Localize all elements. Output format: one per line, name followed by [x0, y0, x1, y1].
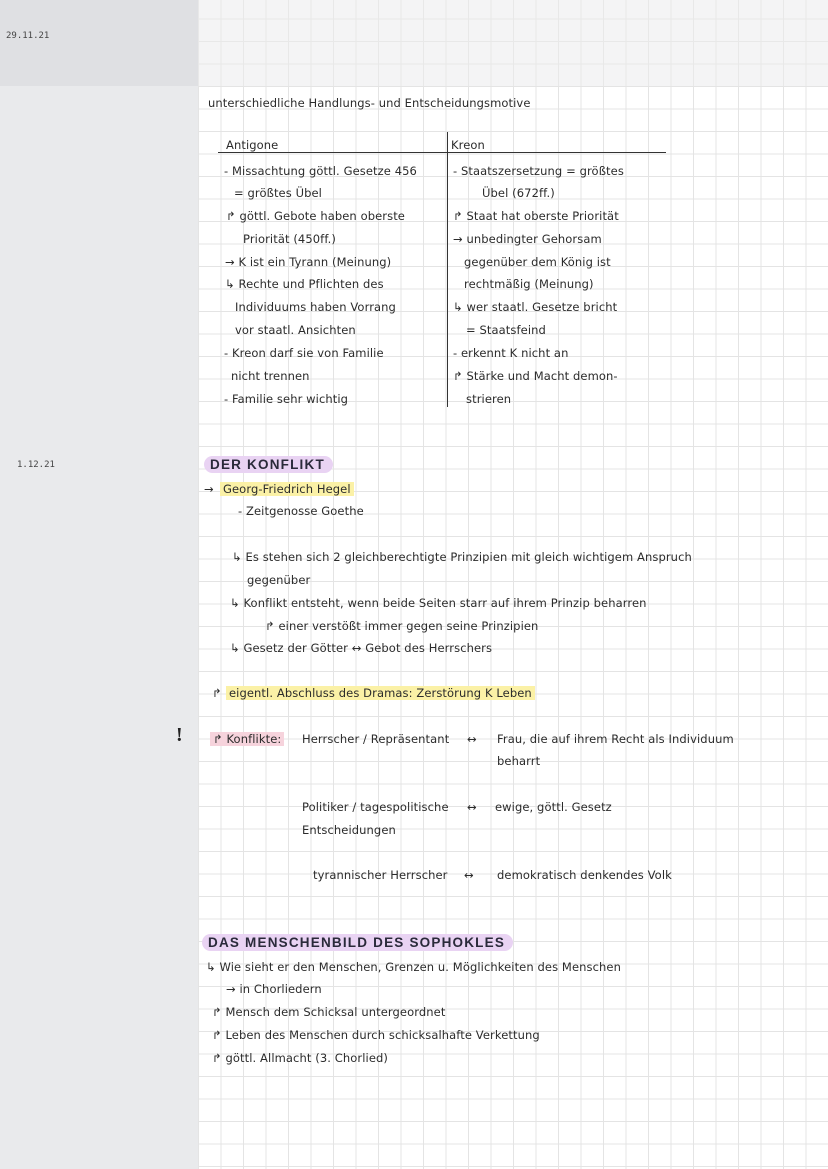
- conflict-right-cont: beharrt: [497, 754, 541, 768]
- konflikt-person-hegel: Georg-Friedrich Hegel: [220, 482, 354, 496]
- antigone-line: - Missachtung göttl. Gesetze 456: [224, 164, 417, 178]
- date-label-second: 1.12.21: [17, 460, 55, 470]
- table-header-kreon: Kreon: [451, 138, 485, 152]
- menschenbild-line: ↳ Wie sieht er den Menschen, Grenzen u. Möglichkeiten des Menschen: [206, 960, 621, 974]
- ending-highlight: eigentl. Abschluss des Dramas: Zerstörung K Leben: [226, 686, 535, 700]
- antigone-line: Individuums haben Vorrang: [235, 300, 396, 314]
- conflict-arrow-icon: ↔: [467, 800, 477, 814]
- warning-exclamation-icon: !: [176, 724, 183, 746]
- menschenbild-line: → in Chorliedern: [226, 982, 322, 996]
- kreon-line: - erkennt K nicht an: [453, 346, 569, 360]
- menschenbild-line: ↱ Mensch dem Schicksal untergeordnet: [212, 1005, 446, 1019]
- menschenbild-line: ↱ Leben des Menschen durch schicksalhafte Verkettung: [212, 1028, 540, 1042]
- section-heading-konflikt: DER KONFLIKT: [204, 456, 333, 473]
- konflikt-arrow: →: [204, 482, 214, 496]
- kreon-line: → unbedingter Gehorsam: [453, 232, 602, 246]
- konflikte-label: ↱ Konflikte:: [210, 732, 284, 746]
- section-heading-menschenbild: DAS MENSCHENBILD DES SOPHOKLES: [202, 934, 513, 951]
- date-label-first: 29.11.21: [6, 31, 50, 41]
- antigone-line: Priorität (450ff.): [243, 232, 336, 246]
- antigone-line: - Familie sehr wichtig: [224, 392, 349, 406]
- menschenbild-line: ↱ göttl. Allmacht (3. Chorlied): [212, 1051, 388, 1065]
- kreon-line: ↳ wer staatl. Gesetze bricht: [453, 300, 618, 314]
- margin-sidebar-header: [0, 0, 198, 86]
- note-page-header: [198, 0, 828, 86]
- margin-sidebar: [0, 0, 198, 1169]
- conflict-left-cont: Entscheidungen: [302, 823, 396, 837]
- kreon-line: - Staatszersetzung = größtes: [453, 164, 624, 178]
- conflict-left: Herrscher / Repräsentant: [302, 732, 450, 746]
- antigone-line: nicht trennen: [231, 369, 310, 383]
- antigone-line: = größtes Übel: [234, 186, 322, 200]
- conflict-arrow-icon: ↔: [467, 732, 477, 746]
- antigone-line: ↳ Rechte und Pflichten des: [225, 277, 384, 291]
- konflikt-point: ↳ Konflikt entsteht, wenn beide Seiten starr auf ihrem Prinzip beharren: [230, 596, 647, 610]
- antigone-line: - Kreon darf sie von Familie: [224, 346, 384, 360]
- kreon-line: = Staatsfeind: [466, 323, 546, 337]
- antigone-line: ↱ göttl. Gebote haben oberste: [226, 209, 405, 223]
- kreon-line: gegenüber dem König ist: [464, 255, 611, 269]
- konflikt-point: gegenüber: [247, 573, 311, 587]
- conflict-left: Politiker / tagespolitische: [302, 800, 449, 814]
- table-header-divider: [218, 152, 666, 153]
- kreon-line: ↱ Stärke und Macht demon-: [453, 369, 618, 383]
- konflikt-point: ↳ Gesetz der Götter ↔ Gebot des Herrschers: [230, 641, 493, 655]
- conflict-arrow-icon: ↔: [464, 868, 474, 882]
- motives-title: unterschiedliche Handlungs- und Entscheidungsmotive: [208, 96, 531, 110]
- ending-prefix: ↱: [212, 686, 222, 700]
- kreon-line: Übel (672ff.): [482, 186, 555, 200]
- kreon-line: rechtmäßig (Meinung): [464, 277, 594, 291]
- antigone-line: → K ist ein Tyrann (Meinung): [225, 255, 392, 269]
- conflict-right: demokratisch denkendes Volk: [497, 868, 672, 882]
- konflikt-sub: - Zeitgenosse Goethe: [238, 504, 364, 518]
- kreon-line: strieren: [466, 392, 512, 406]
- antigone-line: vor staatl. Ansichten: [235, 323, 356, 337]
- konflikt-point: ↳ Es stehen sich 2 gleichberechtigte Prinzipien mit gleich wichtigem Anspruch: [232, 550, 692, 564]
- kreon-line: ↱ Staat hat oberste Priorität: [453, 209, 619, 223]
- konflikt-point: ↱ einer verstößt immer gegen seine Prinzipien: [265, 619, 539, 633]
- table-column-divider: [447, 132, 448, 407]
- conflict-right: Frau, die auf ihrem Recht als Individuum: [497, 732, 734, 746]
- conflict-left: tyrannischer Herrscher: [313, 868, 448, 882]
- conflict-right: ewige, göttl. Gesetz: [495, 800, 612, 814]
- table-header-antigone: Antigone: [226, 138, 279, 152]
